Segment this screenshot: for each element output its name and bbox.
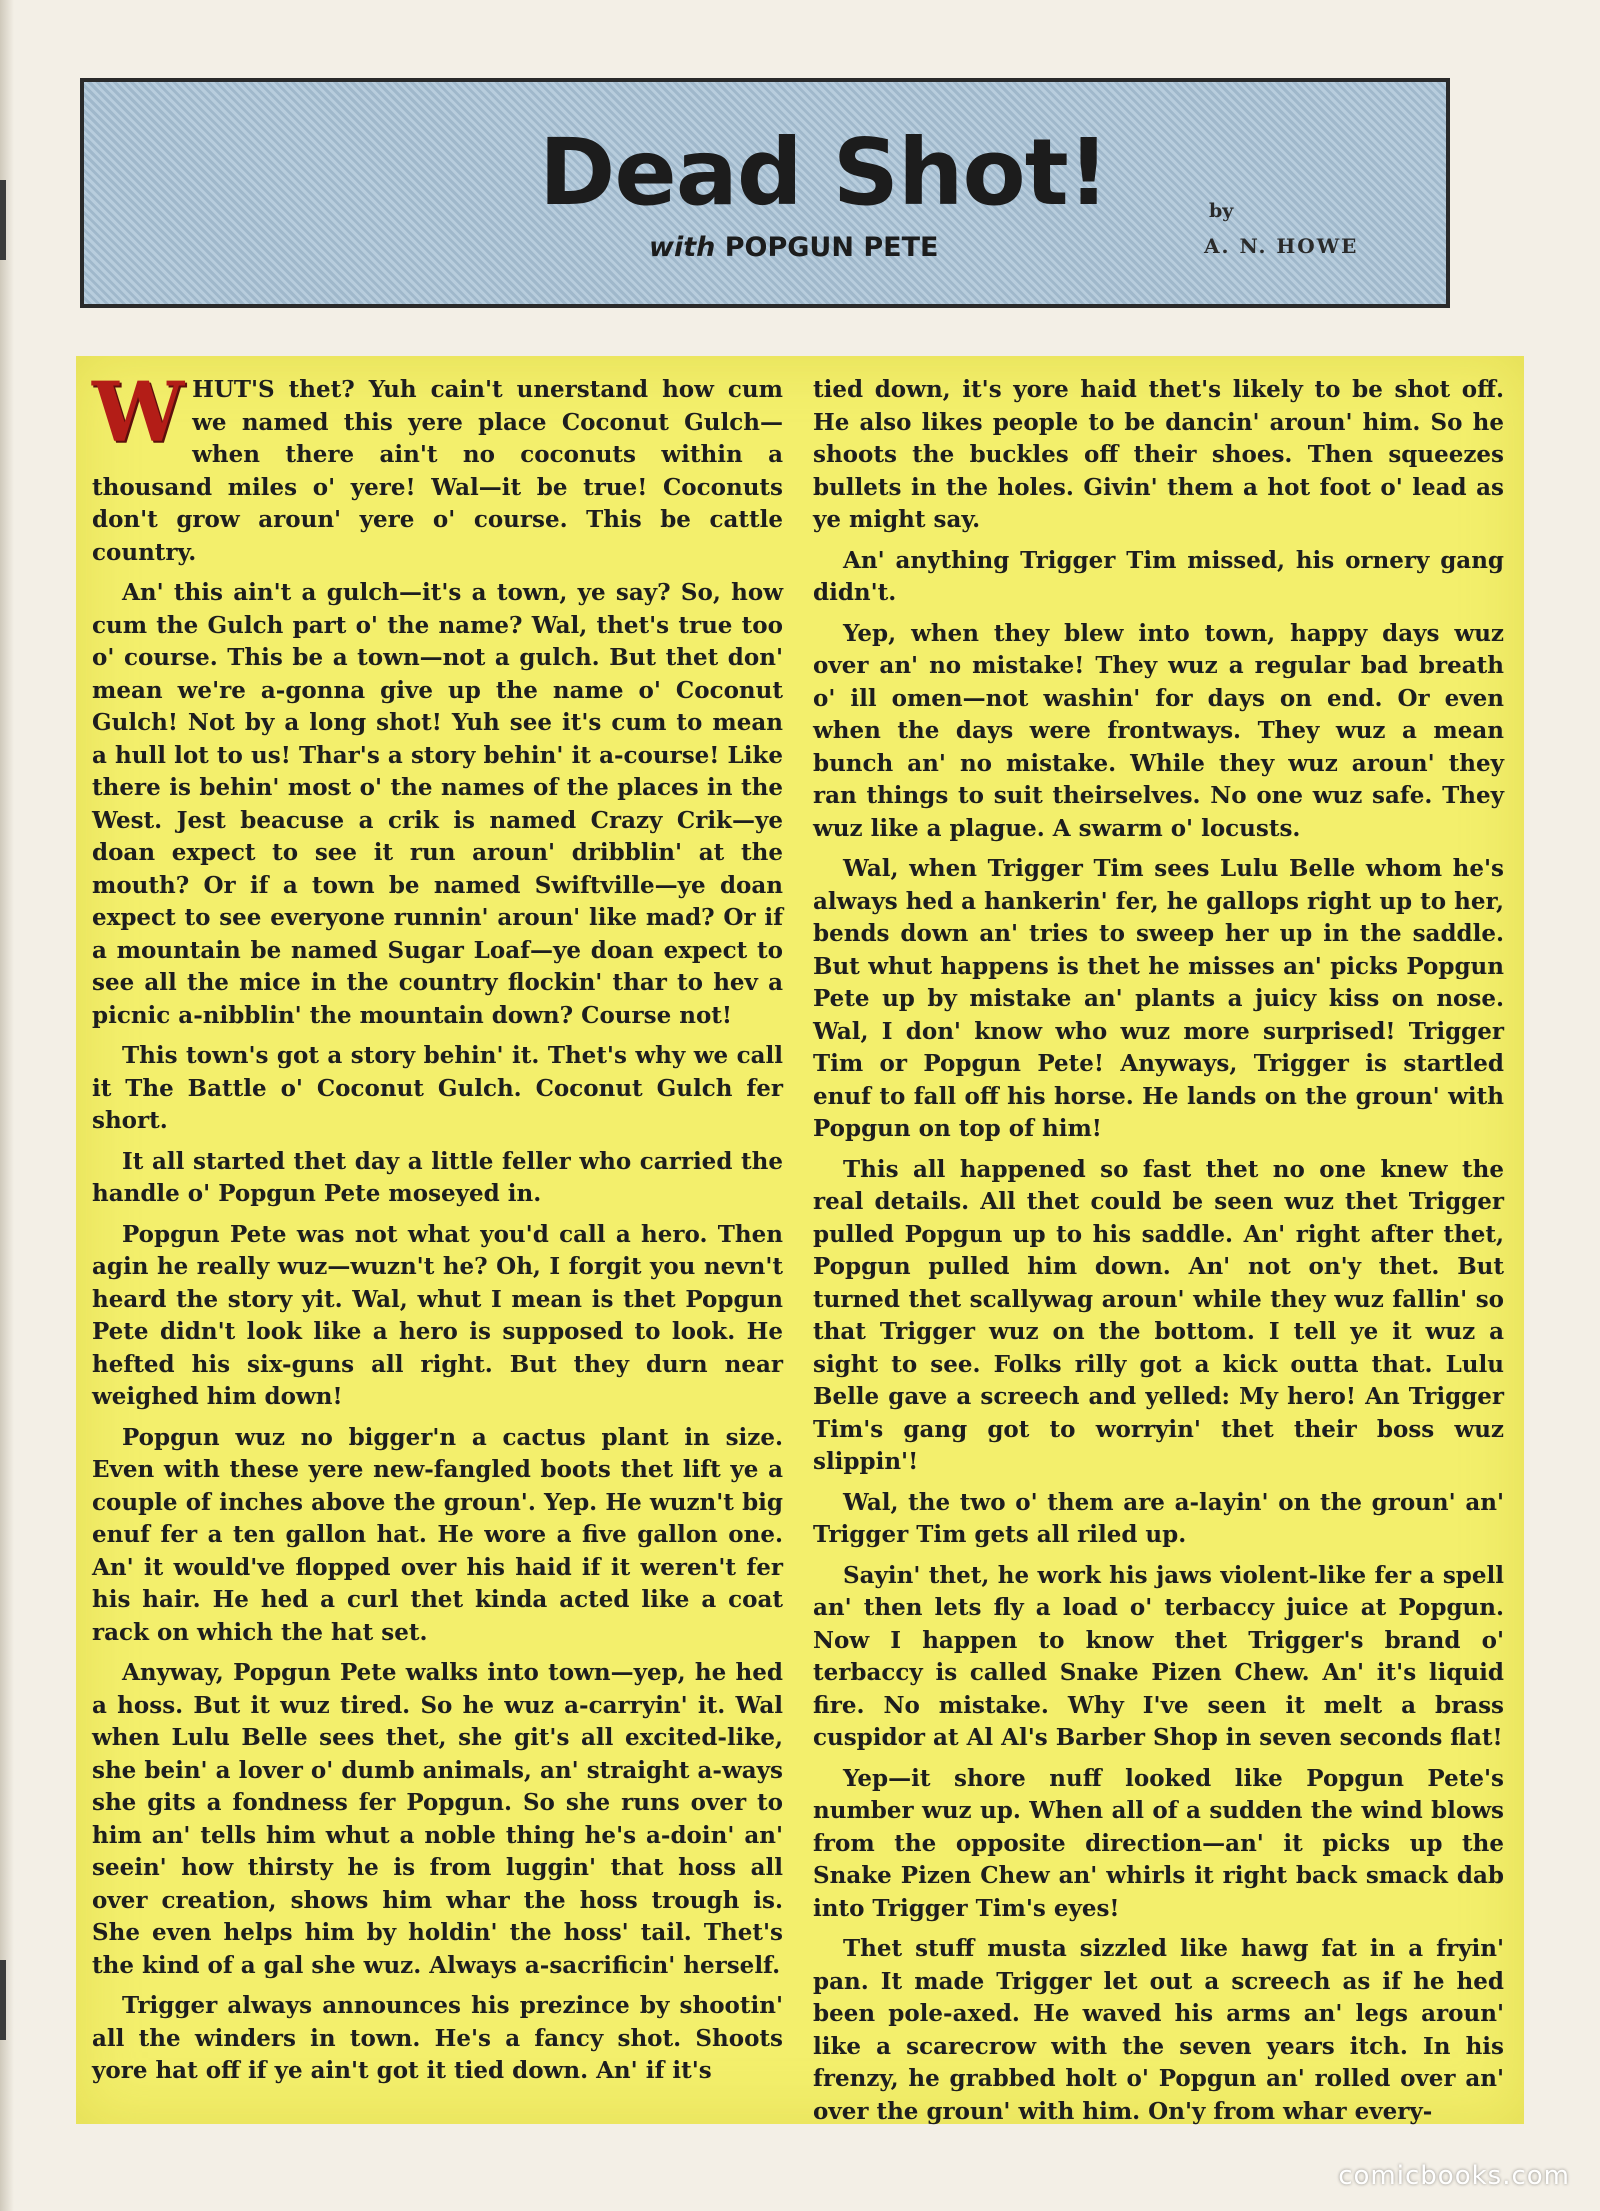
story-paragraph: This all happened so fast thet no one knew the real details. All thet could be seen wuz thet Trigger pulled Popgun up to his saddle. An' right after thet, Popgun pulled him down. An' not on'y thet. But turned thet scallywag aroun' while they wuz fallin' so that Trigger wuz on the bottom. I tell ye it wuz a sight to see. Folks rilly got a kick outta that. Lulu Belle gave a screech and yelled: My hero! An Trigger Tim's gang got to worryin' thet their boss wuz slippin'! <box>813 1155 1504 1475</box>
story-paragraph: tied down, it's yore haid thet's likely to be shot off. He also likes people to be dancin' aroun' him. So he shoots the buckles off their shoes. Then squeezes bullets in the holes. Givin' them a hot foot o' lead as ye might say. <box>813 376 1504 533</box>
author-name: A. N. HOWE <box>1204 234 1359 258</box>
story-title: Dead Shot! <box>539 119 1109 226</box>
watermark-text: comicbooks.com <box>1338 2161 1570 2191</box>
subtitle-name: POPGUN PETE <box>724 232 939 263</box>
story-paragraph: Yep, when they blew into town, happy days wuz over an' no mistake! They wuz a regular bad breath o' ill omen—not washin' for days on end. Or even when the days were frontways. They wuz a mean bunch an' no mistake. While they wuz aroun' they ran things to suit theirselves. No one wuz safe. They wuz like a plague. A swarm o' locusts. <box>813 619 1504 842</box>
paragraph-text: HUT'S thet? Yuh cain't unerstand how cum we named this yere place Coconut Gulch—when there ain't no coconuts within a thousand miles o' yere! Wal—it be true! Coconuts don't grow aroun' yere o' course. This be cattle country. <box>92 376 783 566</box>
story-subtitle <box>649 232 938 263</box>
story-paragraph <box>92 365 783 569</box>
subtitle-with: with <box>649 232 716 263</box>
story-paragraph: It all started thet day a little feller who carried the handle o' Popgun Pete moseyed in. <box>92 1147 783 1207</box>
right-column <box>813 374 1504 2124</box>
story-paragraph: Anyway, Popgun Pete walks into town—yep, he hed a hoss. But it wuz tired. So he wuz a-carryin' it. Wal when Lulu Belle sees thet, she git's all excited-like, she bein' a lover o' dumb animals, an' straight a-ways she gits a fondness fer Popgun. So she runs over to him an' tells him whut a noble thing he's a-doin' an' seein' how thirsty he is from luggin' that hoss all over creation, shows him whar the hoss trough is. She even helps him by holdin' the hoss' tail. Thet's the kind of a gal she wuz. Always a-sacrificin' herself. <box>92 1659 783 1979</box>
drop-cap: W <box>92 365 185 461</box>
story-paragraph: Wal, when Trigger Tim sees Lulu Belle whom he's always hed a hankerin' fer, he gallops right up to her, bends down an' tries to sweep her up in the saddle. But whut happens is thet he misses an' picks Popgun Pete up by mistake an' plants a juicy kiss on nose. Wal, I don' know who wuz more surprised! Trigger Tim or Popgun Pete! Anyways, Trigger is startled enuf to fall off his horse. He lands on the groun' with Popgun on top of him! <box>813 855 1504 1142</box>
story-text-panel <box>76 356 1524 2124</box>
binding-mark <box>0 180 6 260</box>
title-banner <box>80 78 1450 308</box>
byline-label: by <box>1209 200 1234 222</box>
story-paragraph: Thet stuff musta sizzled like hawg fat in a fryin' pan. It made Trigger let out a screech as if he hed been pole-axed. He waved his arms an' legs aroun' like a scarecrow with the seven years itch. In his frenzy, he grabbed holt o' Popgun an' rolled over an' over the groun' with him. On'y from whar every- <box>813 1935 1504 2125</box>
story-paragraph: Popgun wuz no bigger'n a cactus plant in size. Even with these yere new-fangled boots thet lift ye a couple of inches above the groun'. Yep. He wuzn't big enuf fer a ten gallon hat. He wore a five gallon one. An' it would've flopped over his haid if it weren't fer his hair. He hed a curl thet kinda acted like a coat rack on which the hat set. <box>92 1423 783 1646</box>
story-paragraph: Yep—it shore nuff looked like Popgun Pete's number wuz up. When all of a sudden the wind blows from the opposite direction—an' it picks up the Snake Pizen Chew an' whirls it right back smack dab into Trigger Tim's eyes! <box>813 1764 1504 1922</box>
binding-mark <box>0 1960 6 2040</box>
story-paragraph: Sayin' thet, he work his jaws violent-like fer a spell an' then lets fly a load o' terbaccy juice at Popgun. Now I happen to know thet Trigger's brand o' terbaccy is called Snake Pizen Chew. An' it's liquid fire. No mistake. Why I've seen it melt a brass cuspidor at Al Al's Barber Shop in seven seconds flat! <box>813 1561 1504 1751</box>
story-paragraph: An' anything Trigger Tim missed, his ornery gang didn't. <box>813 546 1504 606</box>
story-paragraph: Popgun Pete was not what you'd call a hero. Then agin he really wuz—wuzn't he? Oh, I forgit you nevn't heard the story yit. Wal, whut I mean is thet Popgun Pete didn't look like a hero is supposed to look. He hefted his six-guns all right. But they durn near weighed him down! <box>92 1220 783 1410</box>
story-paragraph: Wal, the two o' them are a-layin' on the groun' an' Trigger Tim gets all riled up. <box>813 1488 1504 1548</box>
page-edge <box>0 0 14 2211</box>
story-paragraph: This town's got a story behin' it. Thet's why we call it The Battle o' Coconut Gulch. Coconut Gulch fer short. <box>92 1042 783 1134</box>
left-column <box>92 365 783 2124</box>
story-paragraph: An' this ain't a gulch—it's a town, ye say? So, how cum the Gulch part o' the name? Wal, thet's true too o' course. This be a town—not a gulch. But thet don' mean we're a-gonna give up the name o' Coconut Gulch! Not by a long shot! Yuh see it's cum to mean a hull lot to us! Thar's a story behin' it a-course! Like there is behin' most o' the names of the places in the West. Jest beacuse a crik is named Crazy Crik—ye doan expect to see it run aroun' dribblin' at the mouth? Or if a town be named Swiftville—ye doan expect to see everyone runnin' aroun' like mad? Or if a mountain be named Sugar Loaf—ye doan expect to see all the mice in the country flockin' thar to hev a picnic a-nibblin' the mountain down? Course not! <box>92 579 783 1029</box>
story-paragraph: Trigger always announces his prezince by shootin' all the winders in town. He's a fancy shot. Shoots yore hat off if ye ain't got it tied down. An' if it's <box>92 1992 783 2084</box>
